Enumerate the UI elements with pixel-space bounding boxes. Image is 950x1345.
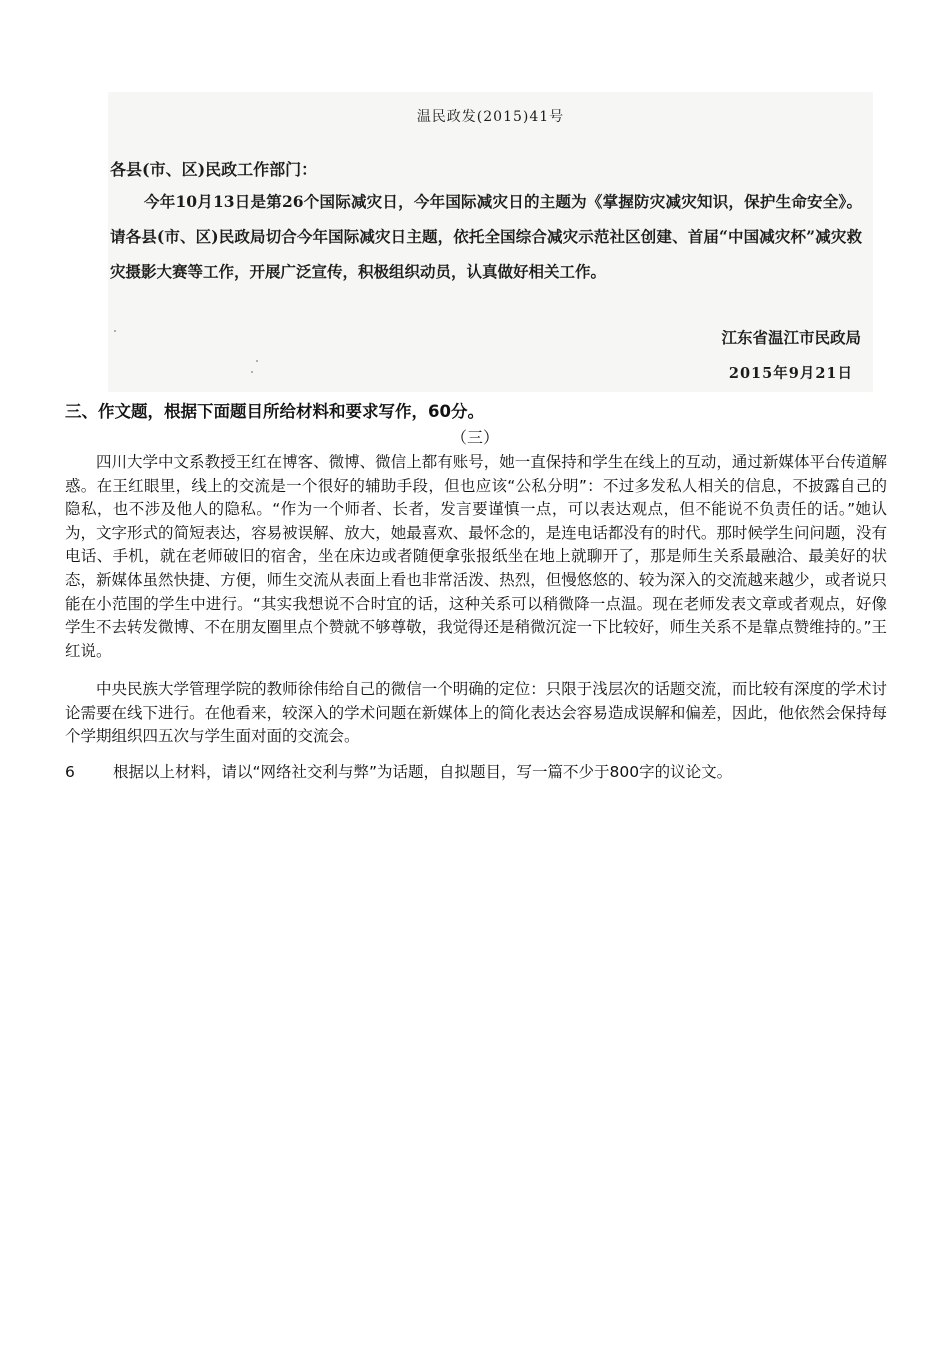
notice-issuer: 江东省温江市民政局 <box>721 328 861 347</box>
notice-body: 今年10月13日是第26个国际减灾日，今年国际减灾日的主题为《掌握防灾减灾知识，保护生命安全》。请各县(市、区)民政局切合今年国际减灾日主题，依托全国综合减灾示范社区创建、首届“中国减灾杯”减灾救灾摄影大赛等工作，开展广泛宣传，积极组织动员，认真做好相关工作。 <box>110 192 862 281</box>
section-title: 三、作文题，根据下面题目所给材料和要求写作，60分。 <box>65 402 484 421</box>
notice-date: 2015年9月21日 <box>728 365 853 382</box>
notice-salutation: 各县(市、区)民政工作部门： <box>110 160 318 179</box>
notice-scan-image <box>108 92 873 392</box>
material-paragraph-1: 四川大学中文系教授王红在博客、微博、微信上都有账号，她一直保持和学生在线上的互动，通过新媒体平台传道解惑。在王红眼里，线上的交流是一个很好的辅助手段，但也应该“公私分明”：不过多发私人相关的信息，不披露自己的隐私，也不涉及他人的隐私。“作为一个师者、长者，发言要谨慎一点，可以表达观点，但不能说不负责任的话。”她认为，文字形式的简短表达，容易被误解、放大，她最喜欢、最怀念的，是连电话都没有的时代。那时候学生问问题，没有电话、手机，就在老师破旧的宿舍，坐在床边或者随便拿张报纸坐在地上就聊开了，那是师生关系最融洽、最美好的状态，新媒体虽然快捷、方便，师生交流从表面上看也非常活泼、热烈，但慢悠悠的、较为深入的交流越来越少，或者说只能在小范围的学生中进行。“其实我想说不合时宜的话，这种关系可以稍微降一点温。现在老师发表文章或者观点，好像学生不去转发微博、不在朋友圈里点个赞就不够尊敬，我觉得还是稍微沉淀一下比较好，师生关系不是靠点赞维持的。”王红说。 <box>65 453 887 660</box>
notice-doc-number: 温民政发(2015)41号 <box>416 109 565 125</box>
scan-speck <box>251 371 253 373</box>
scan-speck <box>114 330 116 332</box>
question-number: 6 <box>65 763 75 781</box>
writing-prompt <box>65 761 732 785</box>
material-number: （三） <box>450 428 499 447</box>
question-text: 根据以上材料，请以“网络社交利与弊”为话题，自拟题目，写一篇不少于800字的议论文。 <box>113 763 733 781</box>
material-paragraph-2: 中央民族大学管理学院的教师徐伟给自己的微信一个明确的定位：只限于浅层次的话题交流，而比较有深度的学术讨论需要在线下进行。在他看来，较深入的学术问题在新媒体上的简化表达会容易造成误解和偏差，因此，他依然会保持每个学期组织四五次与学生面对面的交流会。 <box>65 680 887 746</box>
scan-speck <box>256 360 258 362</box>
